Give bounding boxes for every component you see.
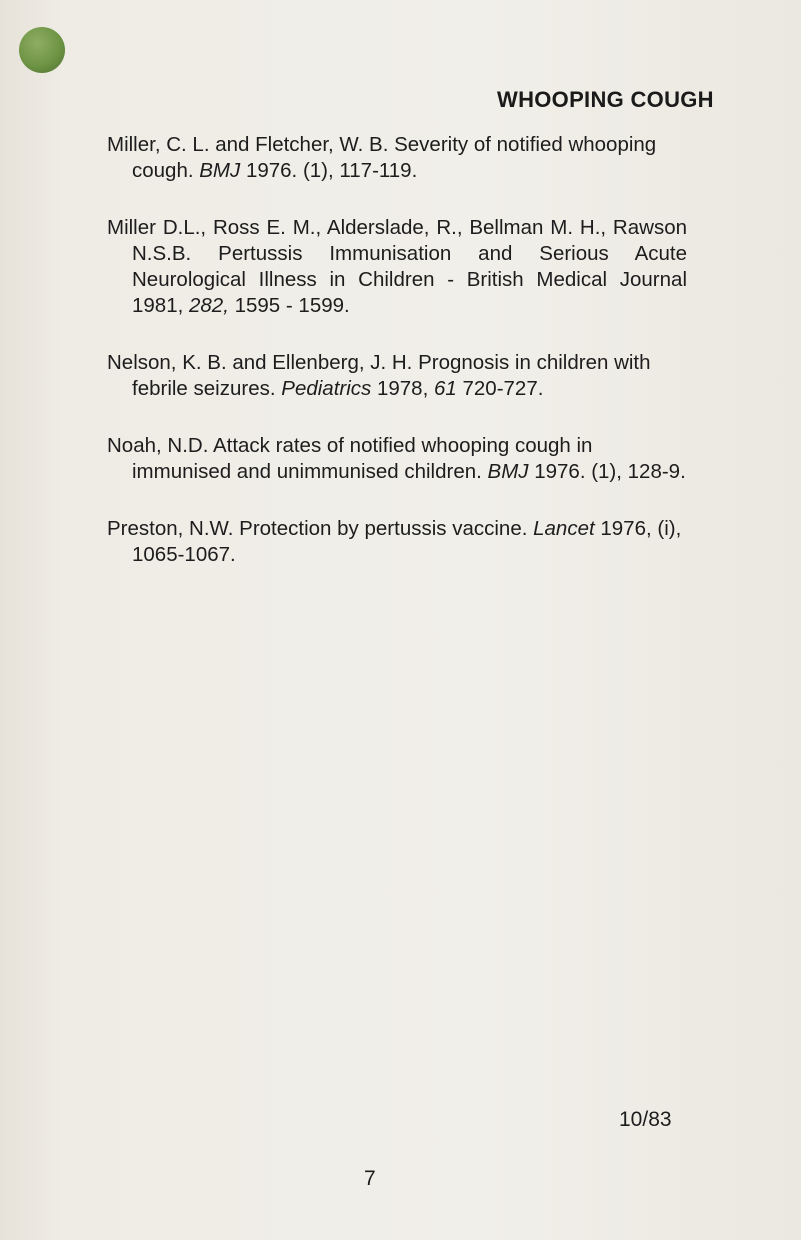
page-number: 7 — [364, 1167, 376, 1190]
page-title: WHOOPING COUGH — [497, 87, 714, 112]
reference-text: 1595 - 1599. — [228, 294, 350, 317]
reference-text: Noah, N.D. Attack rates of notified whooping cough in immunised and unimmunised children. — [107, 434, 593, 483]
reference-volume: 61 — [433, 377, 457, 400]
reference-text: 1976, (i), 1065-1067. — [132, 517, 682, 566]
reference-text: 1976. (1), 128-9. — [528, 460, 686, 483]
reference-item — [107, 350, 687, 402]
reference-item — [107, 132, 687, 184]
punch-hole — [19, 27, 65, 73]
reference-text: Miller D.L., Ross E. M., Alderslade, R., Bellman M. H., Rawson N.S.B. Pertussis Immunisation and Serious Acute Neurological Illness in Children - British Medical Journal 1981, — [107, 216, 687, 317]
reference-item — [107, 215, 687, 319]
document-code: 10/83 — [619, 1108, 672, 1131]
reference-text: Preston, N.W. Protection by pertussis vaccine. — [107, 517, 534, 540]
reference-journal: Lancet — [533, 517, 595, 540]
reference-list — [107, 132, 687, 599]
reference-journal: 282, — [189, 294, 229, 317]
reference-text: Miller, C. L. and Fletcher, W. B. Severity of notified whooping cough. — [107, 133, 657, 182]
reference-text: 720-727. — [456, 377, 544, 400]
reference-text: 1976. (1), 117-119. — [240, 159, 418, 182]
reference-text: Nelson, K. B. and Ellenberg, J. H. Prognosis in children with febrile seizures. — [107, 351, 651, 400]
reference-text: 1978, — [371, 377, 434, 400]
reference-item — [107, 516, 687, 568]
reference-journal: BMJ — [199, 159, 241, 182]
reference-item — [107, 433, 687, 485]
reference-journal: BMJ — [487, 460, 529, 483]
reference-journal: Pediatrics — [281, 377, 372, 400]
